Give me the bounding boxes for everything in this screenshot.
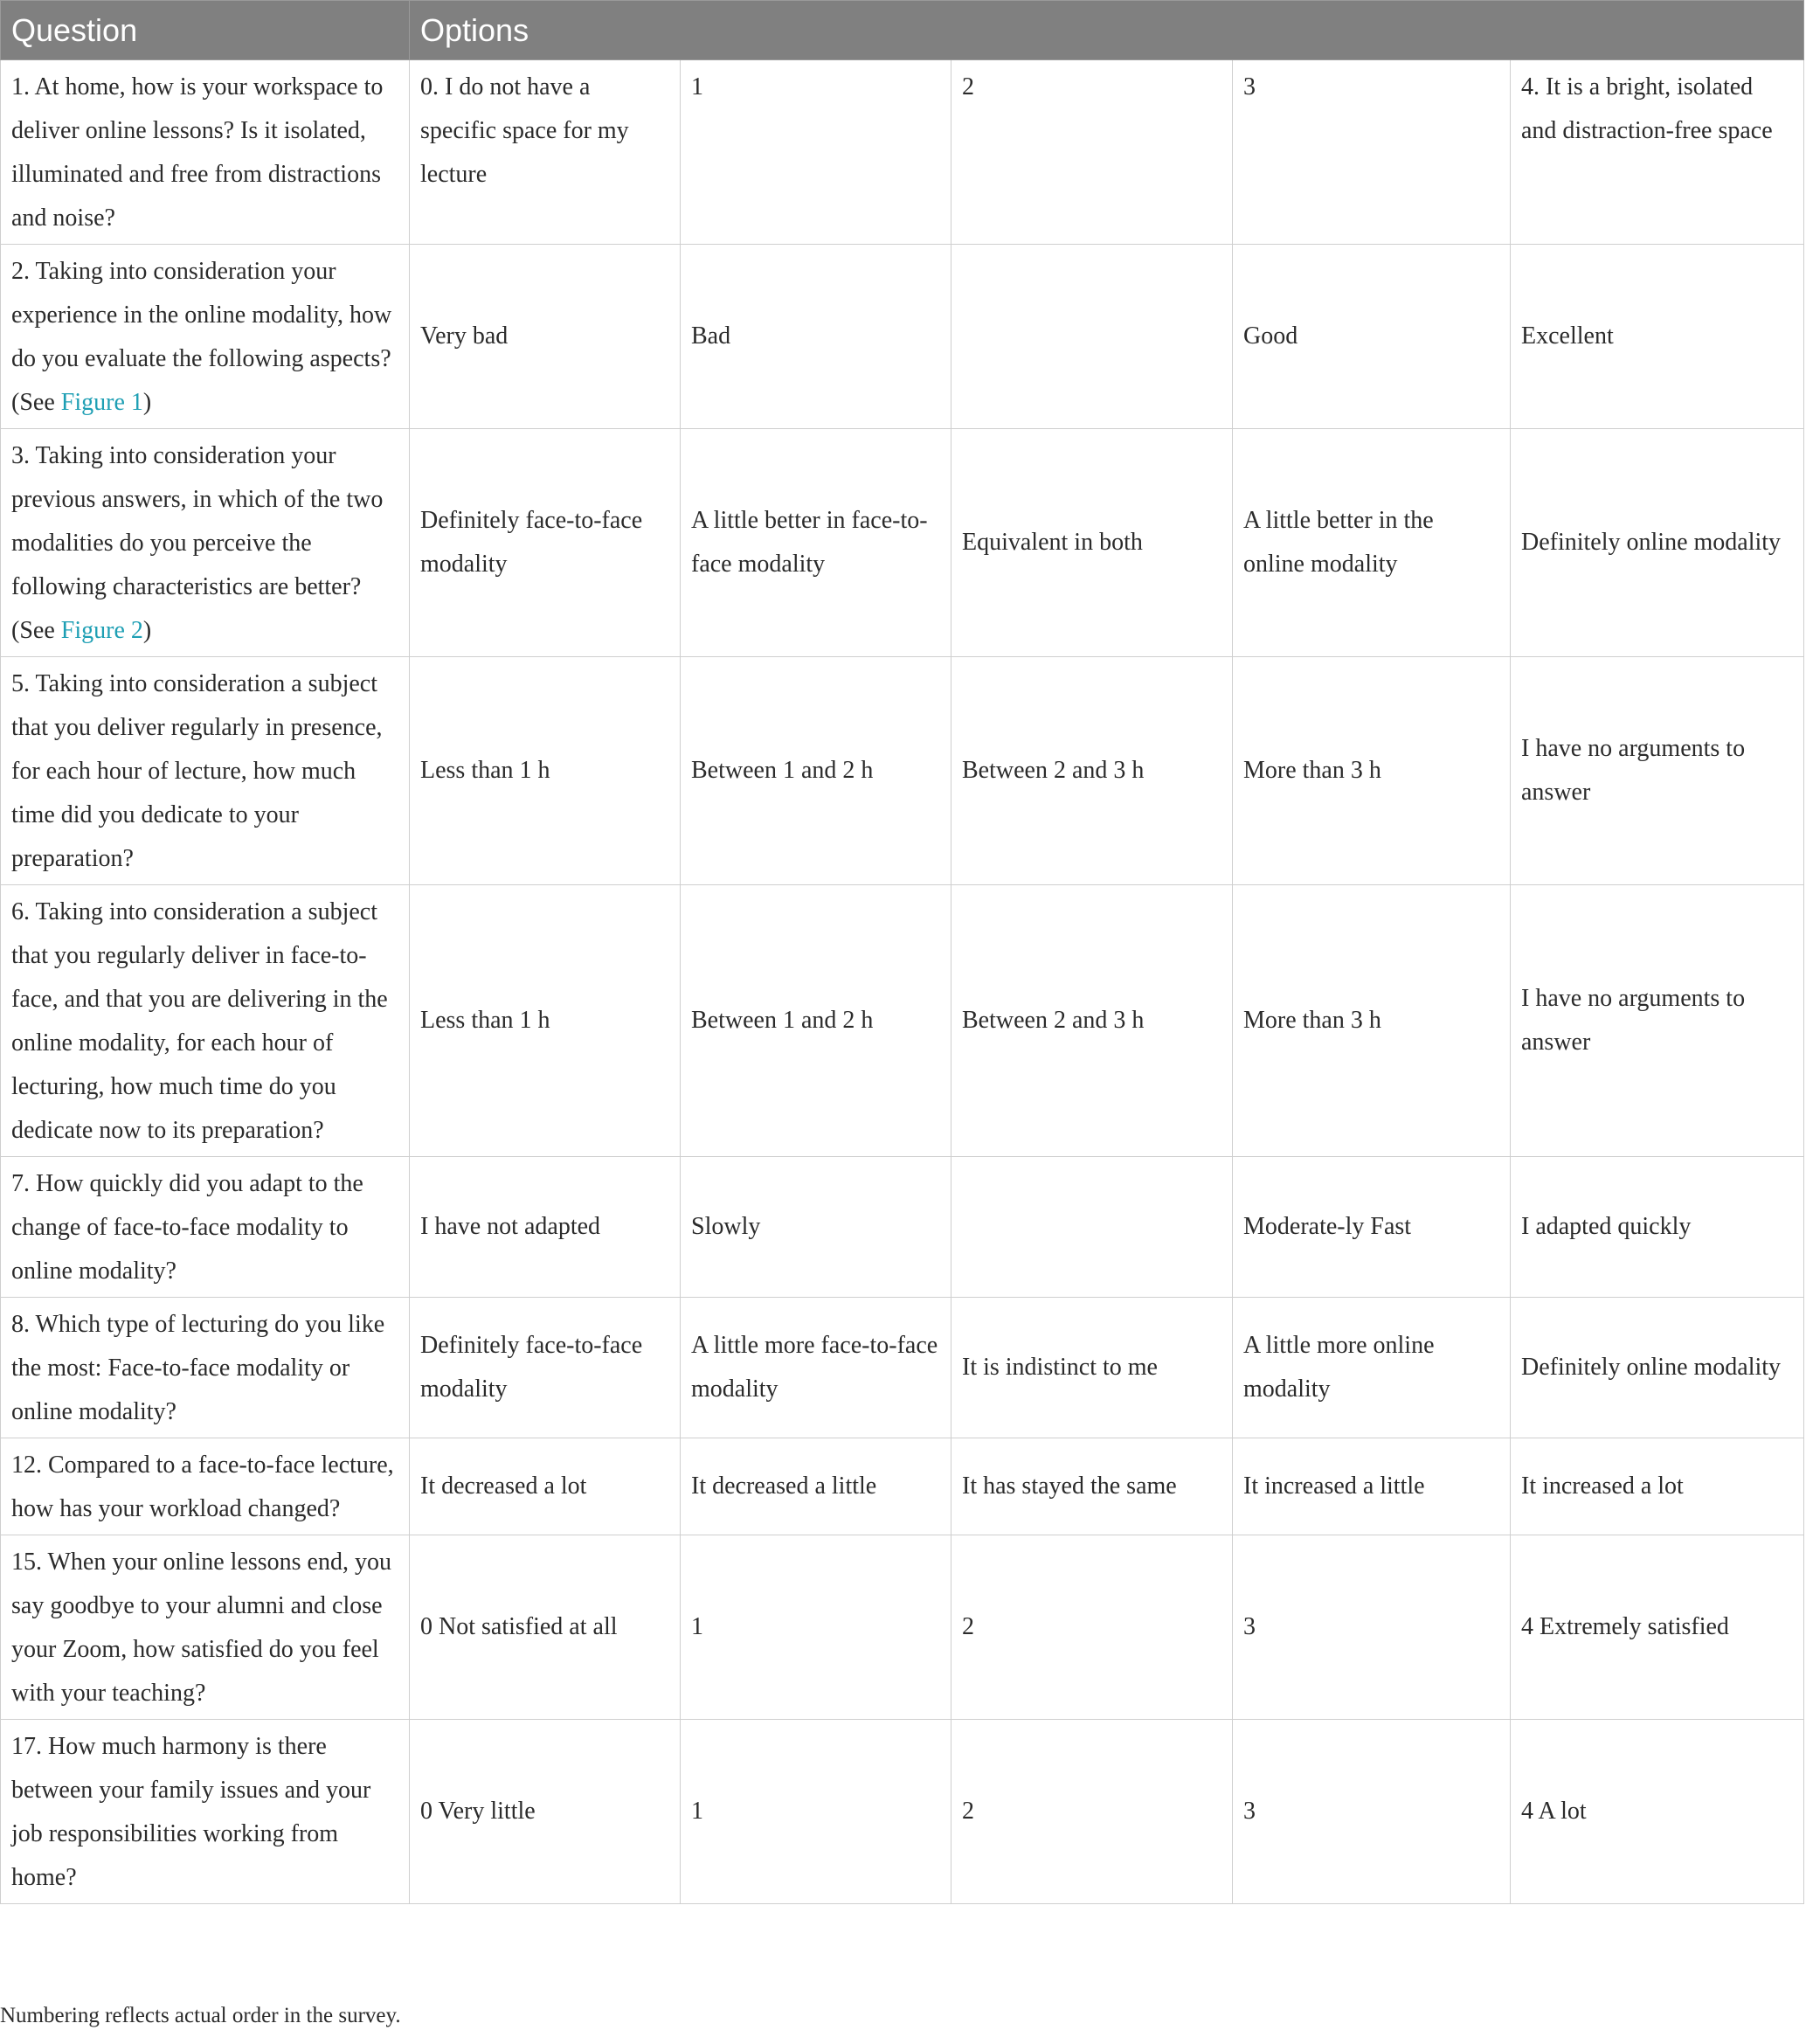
question-text-end: )	[142, 617, 152, 644]
option-cell: Less than 1 h	[410, 885, 681, 1157]
table-row	[1, 885, 1804, 1157]
option-cell: More than 3 h	[1233, 885, 1511, 1157]
table-header-row	[1, 1, 1804, 60]
option-cell	[951, 1157, 1233, 1298]
option-cell: Moderate-ly Fast	[1233, 1157, 1511, 1298]
question-cell: 6. Taking into consideration a subject that you regularly deliver in face-to-face, and that you are delivering in the online modality, for each hour of lecturing, how much time do you dedicate now to its preparation?	[1, 885, 410, 1157]
table-row	[1, 429, 1804, 657]
option-cell: 1	[681, 60, 951, 245]
option-cell: Definitely face-to-face modality	[410, 1298, 681, 1438]
table-row	[1, 1298, 1804, 1438]
table-row	[1, 1535, 1804, 1720]
option-cell: Very bad	[410, 245, 681, 429]
option-cell: 4 A lot	[1511, 1720, 1804, 1904]
option-cell	[951, 245, 1233, 429]
question-cell: 15. When your online lessons end, you say goodbye to your alumni and close your Zoom, how satisfied do you feel with your teaching?	[1, 1535, 410, 1720]
question-cell: 8. Which type of lecturing do you like the most: Face-to-face modality or online modality?	[1, 1298, 410, 1438]
question-cell: 1. At home, how is your workspace to deliver online lessons? Is it isolated, illuminated and free from distractions and noise?	[1, 60, 410, 245]
option-cell: 3	[1233, 60, 1511, 245]
option-cell: Definitely face-to-face modality	[410, 429, 681, 657]
option-cell: Excellent	[1511, 245, 1804, 429]
figure-2-link[interactable]: Figure 2	[60, 617, 143, 644]
option-cell: I have not adapted	[410, 1157, 681, 1298]
question-cell	[1, 245, 410, 429]
option-cell: 0 Very little	[410, 1720, 681, 1904]
option-cell: Equivalent in both	[951, 429, 1233, 657]
table-row	[1, 1438, 1804, 1535]
option-cell: Between 1 and 2 h	[681, 885, 951, 1157]
option-cell: It decreased a little	[681, 1438, 951, 1535]
option-cell: A little more face-to-face modality	[681, 1298, 951, 1438]
question-cell: 5. Taking into consideration a subject that you deliver regularly in presence, for each hour of lecture, how much time did you dedicate to your preparation?	[1, 657, 410, 885]
option-cell: 1	[681, 1720, 951, 1904]
table-row	[1, 1720, 1804, 1904]
question-text: 3. Taking into consideration your previous answers, in which of the two modalities do you perceive the following characteristics are better? (See	[11, 442, 384, 644]
option-cell: Good	[1233, 245, 1511, 429]
table-footnote: Numbering reflects actual order in the survey.	[0, 2004, 401, 2027]
option-cell: Slowly	[681, 1157, 951, 1298]
option-cell: Between 1 and 2 h	[681, 657, 951, 885]
option-cell: A little better in the online modality	[1233, 429, 1511, 657]
option-cell: Definitely online modality	[1511, 429, 1804, 657]
option-cell: It increased a little	[1233, 1438, 1511, 1535]
option-cell: 2	[951, 1535, 1233, 1720]
options-column-header: Options	[410, 1, 1804, 60]
option-cell: I adapted quickly	[1511, 1157, 1804, 1298]
table-row	[1, 657, 1804, 885]
question-cell: 12. Compared to a face-to-face lecture, how has your workload changed?	[1, 1438, 410, 1535]
question-text: 2. Taking into consideration your experience in the online modality, how do you evaluate the following aspects? (See	[11, 258, 392, 416]
question-column-header: Question	[1, 1, 410, 60]
question-cell: 17. How much harmony is there between your family issues and your job responsibilities working from home?	[1, 1720, 410, 1904]
option-cell: 0. I do not have a specific space for my lecture	[410, 60, 681, 245]
option-cell: A little better in face-to-face modality	[681, 429, 951, 657]
table-row	[1, 245, 1804, 429]
option-cell: Definitely online modality	[1511, 1298, 1804, 1438]
option-cell: It increased a lot	[1511, 1438, 1804, 1535]
option-cell: 4 Extremely satisfied	[1511, 1535, 1804, 1720]
option-cell: A little more online modality	[1233, 1298, 1511, 1438]
figure-1-link[interactable]: Figure 1	[60, 389, 143, 416]
option-cell: 4. It is a bright, isolated and distraction-free space	[1511, 60, 1804, 245]
option-cell: Bad	[681, 245, 951, 429]
table-row	[1, 1157, 1804, 1298]
question-cell	[1, 429, 410, 657]
option-cell: 0 Not satisfied at all	[410, 1535, 681, 1720]
option-cell: It decreased a lot	[410, 1438, 681, 1535]
option-cell: It has stayed the same	[951, 1438, 1233, 1535]
option-cell: 3	[1233, 1535, 1511, 1720]
option-cell: More than 3 h	[1233, 657, 1511, 885]
question-cell: 7. How quickly did you adapt to the change of face-to-face modality to online modality?	[1, 1157, 410, 1298]
option-cell: Between 2 and 3 h	[951, 657, 1233, 885]
option-cell: 2	[951, 60, 1233, 245]
question-text-end: )	[142, 389, 152, 416]
option-cell: Less than 1 h	[410, 657, 681, 885]
option-cell: It is indistinct to me	[951, 1298, 1233, 1438]
option-cell: Between 2 and 3 h	[951, 885, 1233, 1157]
option-cell: I have no arguments to answer	[1511, 657, 1804, 885]
option-cell: I have no arguments to answer	[1511, 885, 1804, 1157]
option-cell: 1	[681, 1535, 951, 1720]
option-cell: 2	[951, 1720, 1233, 1904]
table-row	[1, 60, 1804, 245]
option-cell: 3	[1233, 1720, 1511, 1904]
